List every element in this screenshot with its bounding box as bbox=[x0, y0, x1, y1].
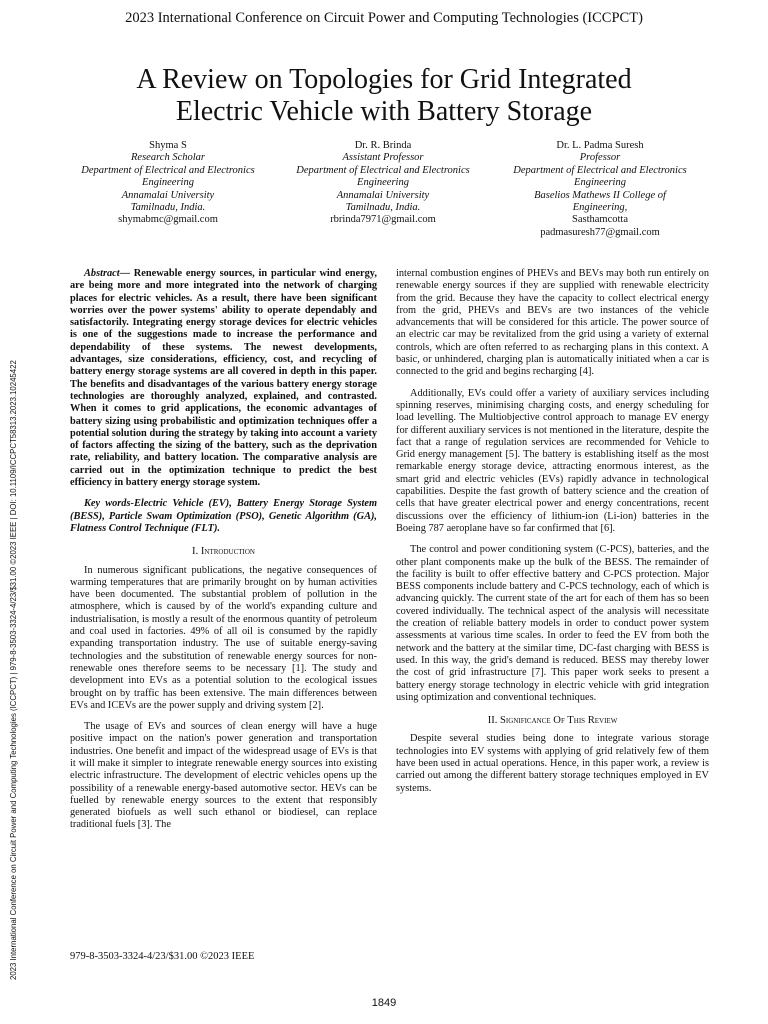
author-dept: Department of Electrical and Electronics bbox=[513, 164, 687, 176]
author-dept-2: Engineering bbox=[357, 177, 409, 189]
author-name: Shyma S bbox=[149, 140, 187, 151]
author-role: Professor bbox=[579, 152, 621, 164]
paragraph: Despite several studies being done to integrate various storage technologies into EV systems with applying of grid relatively few of them have been used in actual operations. Hence, in this paper work, a review is carried out among the different battery storage techniques employed in EV systems. bbox=[396, 733, 709, 794]
conference-header: 2023 International Conference on Circuit Power and Computing Technologies (ICCPCT) bbox=[125, 10, 643, 26]
doi-sidebar: 2023 International Conference on Circuit Power and Computing Technologies (ICCPCT) | 979-8-3503-3324-4/23/$31.00 ©2023 IEEE | DOI: 10.1109/ICCPCT58313.2023.10245422 bbox=[9, 360, 18, 980]
footer-isbn: 979-8-3503-3324-4/23/$31.00 ©2023 IEEE bbox=[70, 951, 255, 962]
author-name: Dr. L. Padma Suresh bbox=[556, 140, 644, 151]
author-location: Tamilnadu, India. bbox=[345, 202, 421, 214]
abstract bbox=[70, 268, 377, 489]
author-email[interactable]: shymabmc@gmail.com bbox=[118, 214, 218, 226]
paragraph: The control and power conditioning system (C-PCS), batteries, and the other plant components make up the bulk of the BESS. The remainder of the facility is built to offer effective battery and C-PCS protection. Major BESS components include battery and C-PCS technology, each of which is advancing quickly. The current state of the art for each of them has so been covered individually. The technical aspect of the analysis will necessitate the creation of reliable battery models in order to conduct power system assessments at various time scales. In order to feed the EV from both the network and the battery at the similar time, DC-fast charging with BESS is used. In this way, the grid's demand is reduced. BESS may thereby lower the cost of grid infrastructure [7]. This paper work seeks to present a battery energy storage technology in electric vehicle with grid integration using optimization and conventional techniques. bbox=[396, 544, 709, 703]
author-dept: Department of Electrical and Electronics bbox=[296, 164, 470, 176]
abstract-text: — Renewable energy sources, in particular wind energy, are being more and more integrated into the network of charging places for electric vehicles. As a result, there have been significant worries over the power systems' ability to operate dependably and satisfactorily. Integrating energy storage devices for electric vehicles is one of the suggestions made to increase the performance and dependability of these systems. The newest developments, advantages, size considerations, efficiency, cost, and recycling of battery energy storage systems are all covered in depth in this paper. The benefits and disadvantages of the various battery energy storage technologies are thoroughly analyzed, explained, and contrasted. When it comes to grid applications, the economic advantages of battery sizing using probabilistic and optimization techniques offer a potential solution during the strategy by taking into account a variety of factors affecting the sizing of the battery, such as the deprivation rate, reliability, and battery location. The comparative analysis are carried out in the optimization technique to predict the best efficiency in battery energy storage system. bbox=[70, 268, 377, 489]
author-location: Tamilnadu, India. bbox=[130, 202, 206, 214]
paragraph: In numerous significant publications, the negative consequences of warming temperatures that are primarily brought on by human activities have been documented. The substantial problem of pollution in the atmosphere, which is caused by of the world's expanding culture and industrialisation, is mostly a result of the enormous quantity of petroleum and coal used in factories. 49% of all oil is consumed by the rapidly expanding transportation industry. The use of suitable energy-saving technologies and the substitution of renewable energy sources for non-renewable ones therefore seems to be necessary [1]. The study and development into EVs as a potential solution to the ecological issues brought on by traffic has been extensive. The main differences between EVs and ICEVs are the power supply and driving system [2]. bbox=[70, 564, 377, 711]
author-role: Assistant Professor bbox=[342, 152, 424, 164]
title-line-2: Electric Vehicle with Battery Storage bbox=[175, 96, 593, 127]
section-heading-introduction: I. Introduction bbox=[192, 546, 255, 558]
abstract-lead: Abstract bbox=[84, 268, 120, 279]
paragraph: The usage of EVs and sources of clean energy will have a huge positive impact on the nation's power generation and transportation industries. One benefit and impact of the widespread usage of EVs is that it will make it simpler to integrate renewable energy sources into existing electric infrastructure. The development of electric vehicles opens up the possibility of a renewable energy-based automotive sector. HEVs can be fuelled by renewable energy sources to the extent that responsibly generated biofuels as well such ethanol or biodiesel, can replace traditional fuels [3]. The bbox=[70, 721, 377, 831]
paper-title bbox=[0, 64, 768, 128]
title-line-1: A Review on Topologies for Grid Integrated bbox=[136, 64, 632, 95]
author-institution: Baselios Mathews II College of bbox=[534, 189, 666, 201]
left-column bbox=[70, 268, 377, 832]
section-heading-significance: II. Significance Of This Review bbox=[487, 715, 618, 727]
author-dept: Department of Electrical and Electronics bbox=[81, 164, 255, 176]
page-number: 1849 bbox=[371, 997, 397, 1009]
keywords: Key words-Electric Vehicle (EV), Battery Energy Storage System (BESS), Particle Swam Optimization (PSO), Genetic Algorithm (GA), Flatness Control Technique (FLT). bbox=[70, 498, 377, 534]
author-dept-2: Engineering bbox=[574, 177, 626, 189]
author-email[interactable]: rbrinda7971@gmail.com bbox=[330, 214, 436, 226]
paragraph: Additionally, EVs could offer a variety of auxiliary services including spinning reserves, minimising charging costs, and energy scheduling for load levelling. The Multiobjective control approach to manage EV energy for different auxiliary services is not mentioned in the literature, despite the fact that a range of regulation services are recommended for Vehicle to Grid energy management [5]. The battery is establishing itself as the most remarkable energy storage device, attracting enormous interest, as the smart grid and electric vehicles (EVs) rapidly advance in technological capabilities. Despite the fast growth of battery science and the creation of cells that have greater electrical power and energy concentrations, recent discussions over the efficiency of lithium-ion (Li-ion) batteries in the Boeing 787 aeroplane have so far confirmed that [6]. bbox=[396, 387, 709, 534]
right-column bbox=[396, 268, 709, 795]
author-1 bbox=[68, 140, 268, 227]
author-institution: Annamalai University bbox=[121, 189, 215, 201]
author-email[interactable]: padmasuresh77@gmail.com bbox=[540, 226, 660, 238]
author-name: Dr. R. Brinda bbox=[354, 140, 412, 151]
author-3 bbox=[500, 140, 700, 239]
author-location: Sasthamcotta bbox=[572, 214, 628, 226]
author-institution: Annamalai University bbox=[336, 189, 430, 201]
author-2 bbox=[283, 140, 483, 227]
author-institution-2: Engineering, bbox=[572, 202, 628, 214]
author-role: Research Scholar bbox=[131, 152, 205, 164]
paragraph: internal combustion engines of PHEVs and BEVs may both run entirely on renewable energy sources if they are supplied with renewable electricity from the grid. Because they have the capacity to collect electrical energy from the grid, PHEVs and BEVs are two instances of the vehicle advancements that will be considered for this article. The power source of an electric car may be revitalized from the grid using a variety of external controls, which are often referred to as recharging plans in this context. A basic, or unhindered, charging plan is automatically initiated when a car is connected to the grid and begins recharging [4]. bbox=[396, 268, 709, 378]
author-dept-2: Engineering bbox=[142, 177, 194, 189]
